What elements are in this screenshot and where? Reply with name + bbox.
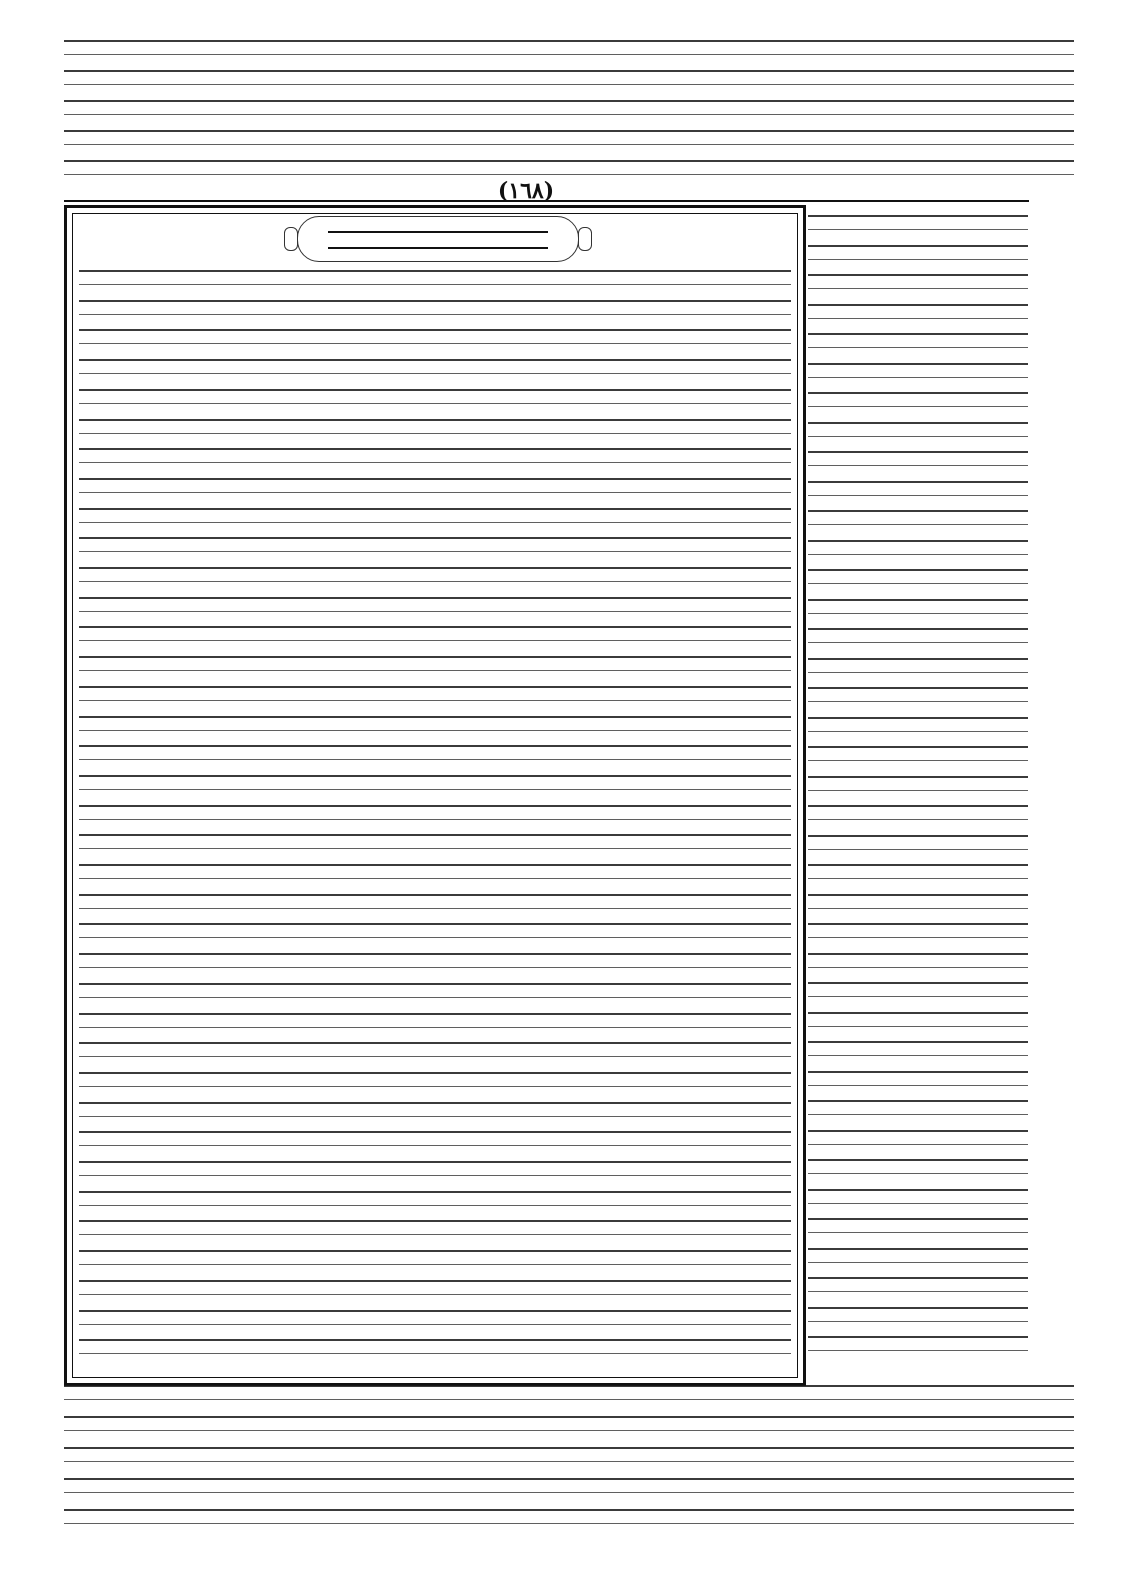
- bottom-running-text: [64, 1385, 1074, 1545]
- text-line: [79, 745, 791, 760]
- text-line: [79, 448, 791, 463]
- text-line: [808, 569, 1028, 584]
- text-line: [808, 923, 1028, 938]
- text-line: [79, 537, 791, 552]
- text-line: [64, 40, 1074, 55]
- text-line: [79, 1310, 791, 1325]
- text-line: [79, 1131, 791, 1146]
- text-line: [808, 1277, 1028, 1292]
- text-line: [79, 834, 791, 849]
- text-line: [79, 597, 791, 612]
- frame-top-rule: [64, 200, 1029, 202]
- text-line: [808, 1100, 1028, 1115]
- text-line: [79, 389, 791, 404]
- text-line: [808, 805, 1028, 820]
- text-line: [79, 953, 791, 968]
- text-line: [808, 422, 1028, 437]
- text-line: [79, 1161, 791, 1176]
- text-line: [64, 130, 1074, 145]
- text-line: [79, 1013, 791, 1028]
- text-line: [808, 1189, 1028, 1204]
- text-line: [79, 864, 791, 879]
- text-line: [808, 540, 1028, 555]
- text-line: [808, 215, 1028, 230]
- chapter-title: [328, 231, 548, 249]
- text-line: [808, 599, 1028, 614]
- text-line: [808, 687, 1028, 702]
- text-line: [808, 776, 1028, 791]
- text-line: [79, 1042, 791, 1057]
- text-line: [808, 1248, 1028, 1263]
- text-line: [808, 245, 1028, 260]
- text-line: [79, 1339, 791, 1354]
- text-line: [79, 716, 791, 731]
- text-line: [79, 567, 791, 582]
- text-line: [79, 923, 791, 938]
- text-line: [79, 1250, 791, 1265]
- text-line: [808, 835, 1028, 850]
- text-line: [79, 508, 791, 523]
- text-line: [808, 1159, 1028, 1174]
- text-line: [79, 894, 791, 909]
- text-line: [808, 717, 1028, 732]
- text-line: [808, 363, 1028, 378]
- text-line: [808, 1307, 1028, 1322]
- text-line: [79, 329, 791, 344]
- text-line: [79, 419, 791, 434]
- text-line: [808, 392, 1028, 407]
- text-line: [808, 982, 1028, 997]
- text-line: [808, 1218, 1028, 1233]
- text-line: [808, 1071, 1028, 1086]
- text-line: [808, 953, 1028, 968]
- text-line: [808, 1130, 1028, 1145]
- chapter-title-cartouche: [297, 216, 579, 262]
- page-number: (١٦٨): [497, 178, 555, 204]
- text-line: [79, 805, 791, 820]
- text-line: [808, 746, 1028, 761]
- text-line: [79, 1220, 791, 1235]
- text-line: [79, 1102, 791, 1117]
- text-line: [808, 451, 1028, 466]
- text-line: [808, 304, 1028, 319]
- text-line: [79, 983, 791, 998]
- text-line: [64, 1385, 1074, 1400]
- text-line: [79, 626, 791, 641]
- text-line: [808, 864, 1028, 879]
- text-line: [808, 510, 1028, 525]
- text-line: [79, 775, 791, 790]
- text-line: [79, 1191, 791, 1206]
- text-line: [64, 1447, 1074, 1462]
- text-line: [79, 1072, 791, 1087]
- text-line: [808, 658, 1028, 673]
- text-line: [808, 1012, 1028, 1027]
- text-line: [808, 1336, 1028, 1351]
- text-line: [79, 300, 791, 315]
- main-text-frame: [64, 205, 806, 1386]
- text-line: [64, 1416, 1074, 1431]
- text-line: [79, 478, 791, 493]
- text-line: [64, 100, 1074, 115]
- text-line: [808, 274, 1028, 289]
- text-line: [808, 481, 1028, 496]
- main-body-text: [79, 270, 791, 1370]
- text-line: [808, 628, 1028, 643]
- text-line: [79, 359, 791, 374]
- text-line: [808, 1041, 1028, 1056]
- text-line: [79, 656, 791, 671]
- text-line: [79, 270, 791, 285]
- text-line: [79, 1280, 791, 1295]
- text-line: [64, 1478, 1074, 1493]
- margin-gloss-column: [808, 215, 1028, 1375]
- text-line: [64, 1509, 1074, 1524]
- text-line: [64, 70, 1074, 85]
- text-line: [808, 333, 1028, 348]
- top-running-text: [64, 40, 1074, 190]
- text-line: [79, 686, 791, 701]
- text-line: [808, 894, 1028, 909]
